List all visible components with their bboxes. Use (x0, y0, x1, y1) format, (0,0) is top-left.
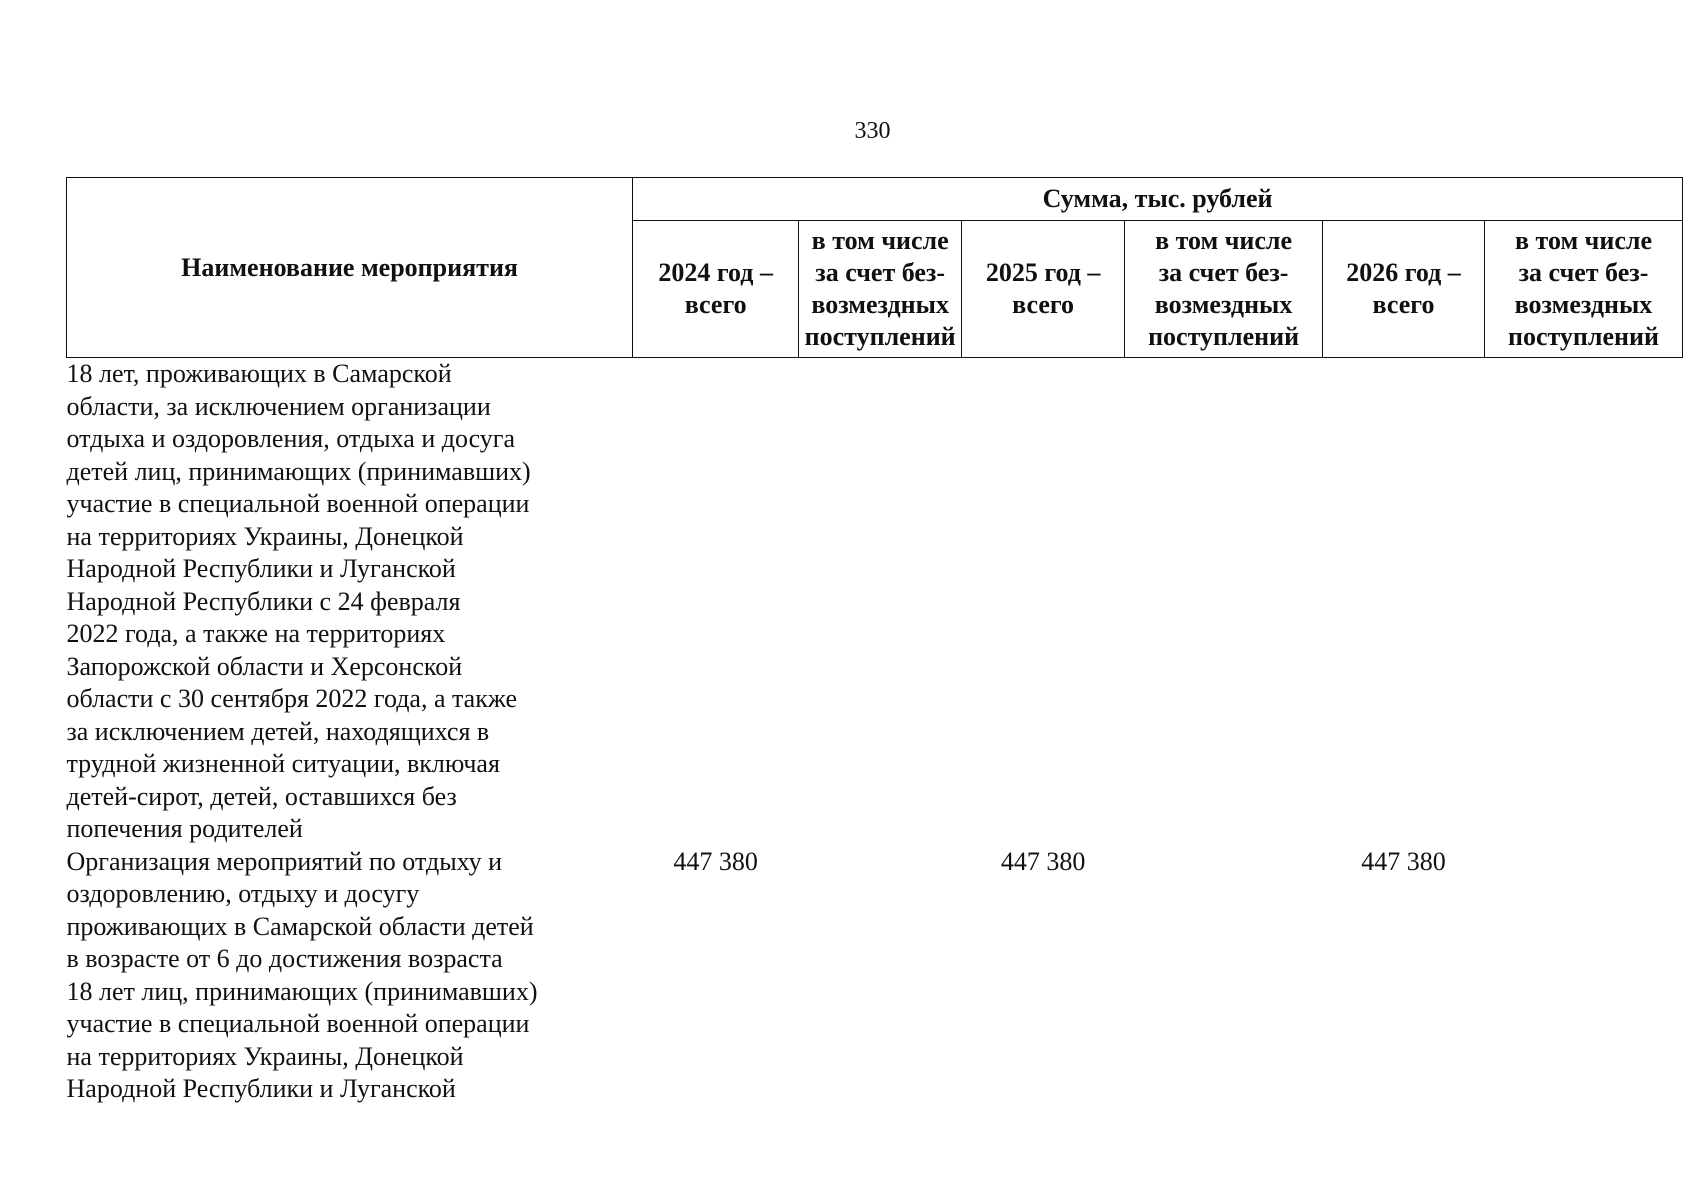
row-value-2025-gratuitous (1125, 358, 1323, 846)
row-value-2026-gratuitous (1484, 846, 1682, 1106)
row-name: 18 лет, проживающих в Самарской области, за исключением организации отдыха и оздоровления, отдыха и досуга детей лиц, принимающих (принимавших) участие в специальной военной операции на территориях Украины, Донецкой Народной Республики и Луганской Народной Республики с 24 февраля 2022 года, а также на территориях Запорожской области и Херсонской области с 30 сентября 2022 года, а также за исключением детей, находящихся в трудной жизненной ситуации, включая детей-сирот, детей, оставшихся без попечения родителей (66, 359, 531, 843)
budget-table (66, 177, 1683, 1106)
row-value-2025-total (962, 358, 1125, 846)
column-header-2025-total: 2025 год – всего (962, 221, 1125, 358)
column-header-2026-total: 2026 год – всего (1323, 221, 1485, 358)
row-value-2026-gratuitous (1484, 358, 1682, 846)
page-number: 330 (854, 118, 891, 144)
row-value-2025-gratuitous (1125, 846, 1323, 1106)
row-value-2024-gratuitous (799, 358, 962, 846)
column-header-2025-gratuitous: в том числе за счет без- возмездных поступлений (1125, 221, 1323, 358)
row-value-2024-total (633, 358, 799, 846)
column-header-2026-gratuitous: в том числе за счет без- возмездных поступлений (1484, 221, 1682, 358)
row-value-2026-total (1323, 358, 1485, 846)
row-name: Организация мероприятий по отдыху и оздоровлению, отдыху и досугу проживающих в Самарской области детей в возрасте от 6 до достижения возраста 18 лет лиц, принимающих (принимавших) участие в специальной военной операции на территориях Украины, Донецкой Народной Республики и Луганской (66, 846, 538, 1103)
name-column-header: Наименование мероприятия (67, 178, 633, 358)
table-row (67, 846, 1683, 1106)
column-header-2024-gratuitous: в том числе за счет без- возмездных поступлений (799, 221, 962, 358)
table-row (67, 358, 1683, 846)
row-value-2026-total: 447 380 (1361, 846, 1446, 876)
column-header-2024-total: 2024 год – всего (633, 221, 799, 358)
row-value-2025-total: 447 380 (1000, 846, 1086, 876)
sum-header: Сумма, тыс. рублей (633, 178, 1683, 221)
row-value-2024-gratuitous (799, 846, 962, 1106)
row-value-2024-total: 447 380 (673, 846, 758, 876)
header-row-top (67, 178, 1683, 221)
